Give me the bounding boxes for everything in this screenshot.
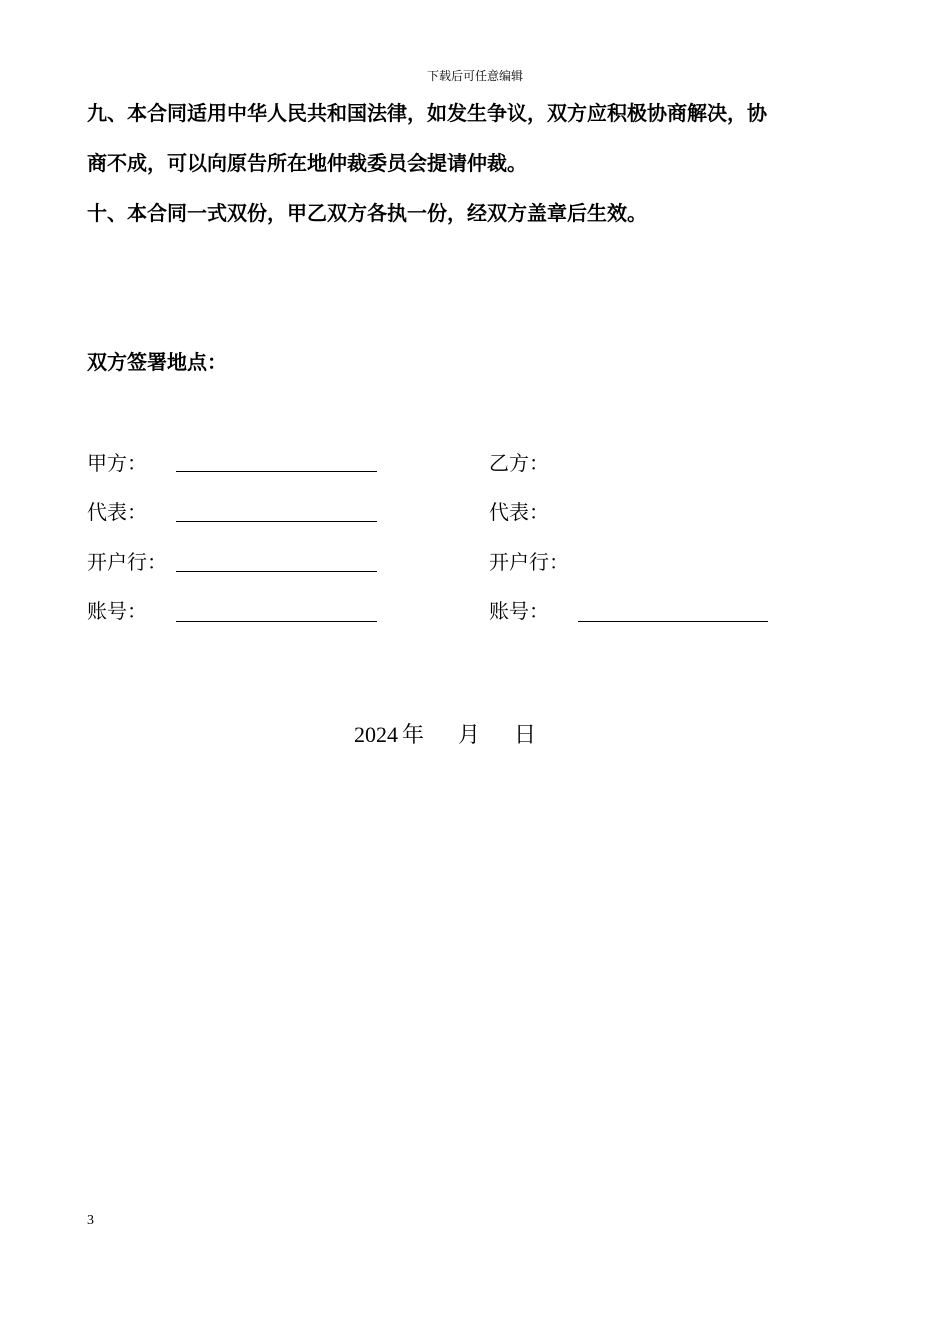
party-a-name-blank[interactable] <box>176 471 377 472</box>
page-header: 下载后可任意编辑 <box>426 69 523 83</box>
signing-date <box>354 722 536 748</box>
date-year-unit: 年 <box>402 722 425 747</box>
party-a-bank-label: 开户行： <box>87 550 167 574</box>
signing-place-label: 双方签署地点： <box>87 350 227 374</box>
party-b-name-label: 乙方： <box>489 451 549 475</box>
party-a-rep-blank[interactable] <box>176 521 377 522</box>
party-b-account-blank[interactable] <box>578 621 768 622</box>
party-a-account-label: 账号： <box>87 599 147 623</box>
party-b-bank-label: 开户行： <box>489 550 569 574</box>
date-year: 2024 <box>354 722 398 747</box>
page-number: 3 <box>87 1213 94 1228</box>
date-day-unit: 日 <box>514 722 537 747</box>
party-a-bank-blank[interactable] <box>176 571 377 572</box>
clause-10: 十、本合同一式双份，甲乙双方各执一份，经双方盖章后生效。 <box>87 201 647 225</box>
party-b-rep-label: 代表： <box>489 500 549 524</box>
clause-9-line-1: 九、本合同适用中华人民共和国法律，如发生争议，双方应积极协商解决，协 <box>87 101 767 125</box>
party-b-account-label: 账号： <box>489 599 549 623</box>
party-a-rep-label: 代表： <box>87 500 147 524</box>
clause-9-line-2: 商不成，可以向原告所在地仲裁委员会提请仲裁。 <box>87 151 527 175</box>
date-month-unit: 月 <box>458 722 481 747</box>
party-a-account-blank[interactable] <box>176 621 377 622</box>
party-a-name-label: 甲方： <box>87 451 147 475</box>
